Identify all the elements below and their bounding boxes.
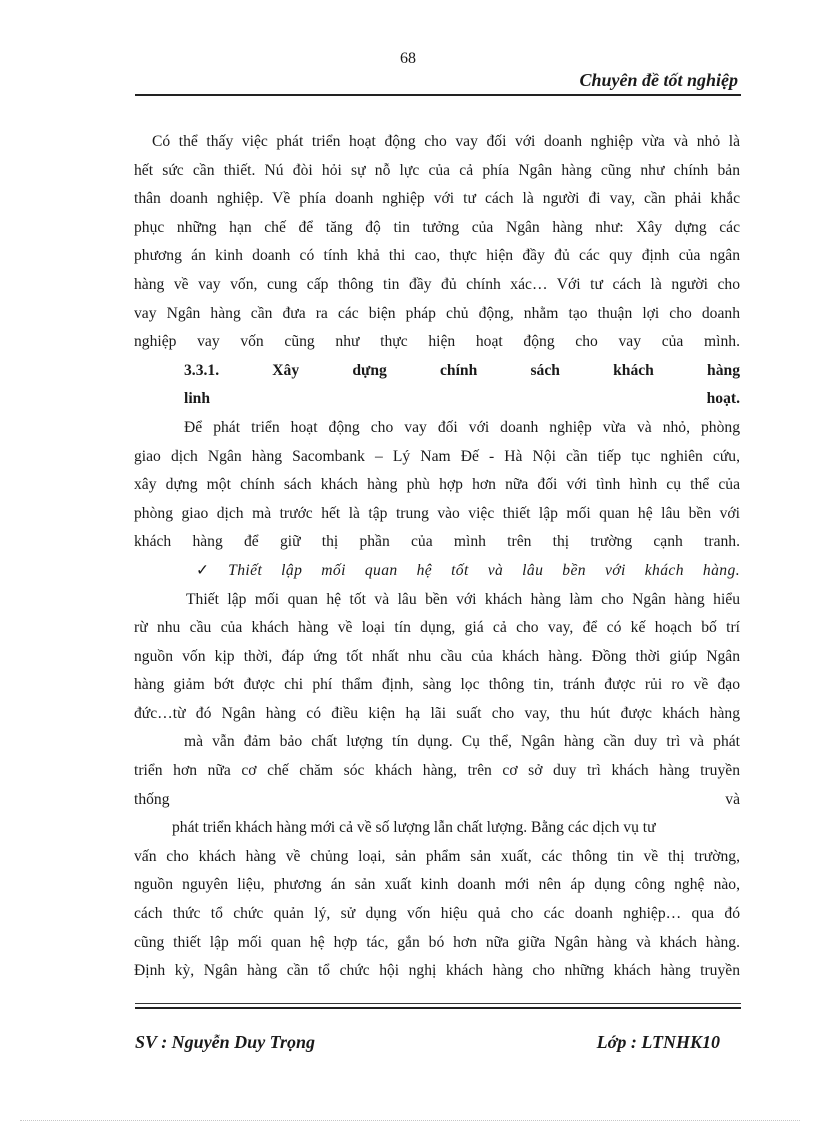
paragraph-development-cont: [134, 843, 740, 986]
text-line: hết sức cần thiết. Nú đòi hỏi sự nỗ lực của cả phía Ngân hàng cũng như chính bản: [134, 161, 740, 179]
text-line: Thiết lập mối quan hệ tốt và lâu bền với khách hàng làm cho Ngân hàng hiểu: [186, 590, 740, 608]
text-line: nghiệp vay vốn cũng như thực hiện hoạt động cho vay của mình.: [134, 333, 740, 351]
section-heading: 3.3.1. Xây dựng chính sách khách hàng linh hoạt.: [184, 361, 740, 408]
footer-divider-thin: [135, 1003, 741, 1004]
paragraph-continued-2: triển hơn nữa cơ chế chăm sóc khách hàng, trên cơ sở duy trì khách hàng truyền: [134, 762, 740, 780]
paragraph-continued-1: mà vẫn đảm bảo chất lượng tín dụng. Cụ thể, Ngân hàng cần duy trì và phát: [184, 733, 740, 751]
text-line: rừ nhu cầu của khách hàng về loại tín dụng, giá cả cho vay, để có kế hoạch bố trí: [134, 619, 740, 637]
text-line: Có thể thấy việc phát triển hoạt động cho vay đối với doanh nghiệp vừa và nhỏ là: [152, 133, 740, 150]
checkmark-icon: ✓: [196, 561, 221, 579]
footer-class: Lớp : LTNHK10: [596, 1032, 720, 1052]
header-title: Chuyên đề tốt nghiệp: [579, 70, 738, 90]
text-line: Để phát triển hoạt động cho vay đối với doanh nghiệp vừa và nhỏ, phòng: [184, 418, 740, 436]
footer-student-name: SV : Nguyễn Duy Trọng: [135, 1032, 316, 1052]
text-line: khách hàng để giữ thị phần của mình trên thị trường cạnh tranh.: [134, 533, 740, 551]
footer-divider-thick: [135, 1007, 741, 1009]
checklist-text: Thiết lập mối quan hệ tốt và lâu bền với khách hàng.: [228, 561, 740, 579]
text-line: nguồn vốn kịp thời, đáp ứng tốt nhất nhu cầu của khách hàng. Đồng thời giúp Ngân: [134, 647, 740, 665]
text-line: phương án kinh doanh có tính khả thi cao, thực hiện đầy đủ các quy định của ngân: [134, 247, 740, 265]
text-line: vay Ngân hàng cần đưa ra các biện pháp chủ động, nhằm tạo thuận lợi cho doanh: [134, 304, 740, 322]
page-edge-guide: [20, 1120, 800, 1121]
paragraph-policy: [134, 414, 740, 557]
page-number: 68: [400, 50, 416, 67]
paragraph-development: [134, 814, 740, 843]
text-line: phục những hạn chế để tăng độ tin tưởng của Ngân hàng như: Xây dựng các: [134, 218, 740, 236]
checklist-item: [134, 557, 740, 586]
paragraph-relationship: [134, 586, 740, 729]
text-line: giao dịch Ngân hàng Sacombank – Lý Nam Đế - Hà Nội cần tiếp tục nghiên cứu,: [134, 447, 740, 465]
text-line: hàng giảm bớt được chi phí thẩm định, sàng lọc thông tin, tránh được rủi ro về đạo: [134, 676, 740, 694]
text-line: hàng về vay vốn, cung cấp thông tin đầy đủ chính xác… Với tư cách là người cho: [134, 275, 740, 293]
text-line: phát triển khách hàng mới cả về số lượng lẫn chất lượng. Bằng các dịch vụ tư: [172, 819, 656, 837]
text-line: Định kỳ, Ngân hàng cần tổ chức hội nghị khách hàng cho những khách hàng truyền: [134, 962, 740, 980]
text-line: cũng thiết lập mối quan hệ hợp tác, gắn bó hơn nữa giữa Ngân hàng và khách hàng.: [134, 933, 740, 951]
text-line: thân doanh nghiệp. Về phía doanh nghiệp với tư cách là người đi vay, cần phải khắc: [134, 190, 740, 208]
header-divider: [135, 94, 741, 96]
document-body: [134, 128, 740, 986]
text-line: vấn cho khách hàng về chủng loại, sản phẩm sản xuất, các thông tin về thị trường,: [134, 847, 740, 865]
text-line: phòng giao dịch mà trước hết là tập trung vào việc thiết lập mối quan hệ lâu bền với: [134, 504, 740, 522]
paragraph-intro: [134, 128, 740, 357]
text-line: đức…từ đó Ngân hàng có điều kiện hạ lãi suất cho vay, thu hút được khách hàng: [134, 704, 740, 722]
text-line: nguồn nguyên liệu, phương án sản xuất kinh doanh mới nên áp dụng công nghệ nào,: [134, 876, 740, 894]
text-line: cách thức tổ chức quản lý, sử dụng vốn hiệu quả cho các doanh nghiệp… qua đó: [134, 905, 740, 923]
text-line: xây dựng một chính sách khách hàng phù hợp hơn nữa đối với tình hình cụ thể của: [134, 476, 740, 494]
paragraph-continued-3: thống và: [134, 790, 740, 808]
